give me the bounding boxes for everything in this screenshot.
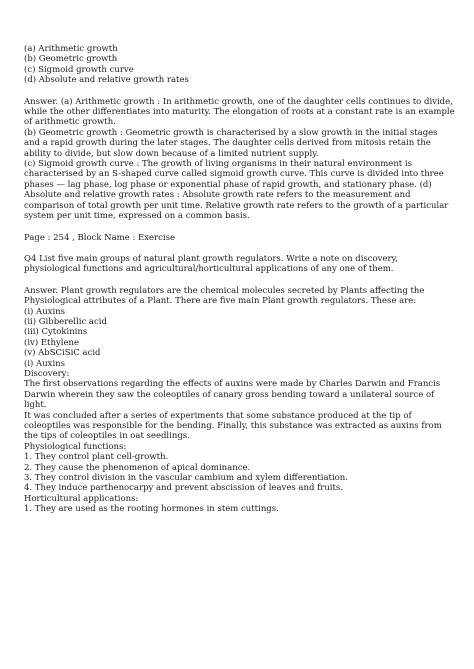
answer-part-b: (b) Geometric growth : Geometric growth is characterised by a slow growth in the initial stages and a rapid growth during the later stages. The daughter cells derived from mitosis retain the ability to divide, but slow down because of a limited nutrient supply. [24, 127, 438, 159]
options-list [24, 44, 456, 86]
option-d: (d) Absolute and relative growth rates [24, 75, 189, 86]
physiological-item: 3. They control division in the vascular cambium and xylem differentiation. [24, 473, 348, 484]
regulator-item: (i) Auxins [24, 358, 66, 369]
discovery-heading: Discovery: [24, 368, 70, 379]
option-a: (a) Arithmetic growth [24, 44, 118, 54]
answer-part-c-d: (c) Sigmoid growth curve : The growth of living organisms in their natural environment is characterised by an S-shaped curve called sigmoid growth curve. This curve is divided into three phases — lag phase, log phase or exponential phase of rapid growth, and stationary phase. (d) Absolute and relative growth rates : Absolute growth rate refers to the measurement and comparison of total growth per unit time. Relative growth rate refers to the growth of a particular system per unit time, expressed on a common basis. [24, 159, 449, 222]
option-c: (c) Sigmoid growth curve [24, 64, 134, 75]
horticultural-item: 1. They are used as the rooting hormones in stem cuttings. [24, 504, 279, 515]
physiological-heading: Physiological functions: [24, 441, 127, 452]
discovery-paragraph: It was concluded after a series of experiments that some substance produced at the tip of coleoptiles was responsible for the bending. Finally, this substance was extracted as auxins from the tips of coleoptiles in oat seedlings. [24, 410, 442, 442]
answer-intro: Answer. Plant growth regulators are the chemical molecules secreted by Plants affecting the Physiological attributes of a Plant. There are five main Plant growth regulators. These are: [24, 285, 425, 307]
regulator-item: (ii) Gibberellic acid [24, 316, 107, 327]
regulator-item: (i) Auxins [24, 306, 66, 317]
answer-two [24, 286, 456, 515]
regulator-item: (iv) Ethylene [24, 337, 80, 348]
physiological-item: 4. They induce parthenocarpy and prevent abscission of leaves and fruits. [24, 483, 343, 494]
physiological-item: 2. They cause the phenomenon of apical dominance. [24, 462, 251, 473]
question-four: Q4 List five main groups of natural plant growth regulators. Write a note on discovery, physiological functions and agricultural/horticultural applications of any one of them. [24, 253, 398, 275]
regulator-item: (v) AbSCiSiC acid [24, 348, 101, 359]
page-reference: Page : 254 , Block Name : Exercise [24, 232, 175, 243]
answer-part-a: Answer. (a) Arithmetic growth : In arithmetic growth, one of the daughter cells continues to divide, while the other differentiates into maturity. The elongation of roots at a constant rate is an example of arithmetic growth. [24, 96, 455, 128]
physiological-item: 1. They control plant cell-growth. [24, 452, 169, 463]
horticultural-heading: Horticultural applications: [24, 493, 139, 504]
regulator-item: (iii) Cytokinins [24, 327, 88, 338]
answer-one [24, 97, 456, 222]
option-b: (b) Geometric growth [24, 54, 118, 65]
discovery-paragraph: The first observations regarding the effects of auxins were made by Charles Darwin and Francis Darwin wherein they saw the coleoptiles of canary gross bending toward a unilateral source of light. [24, 379, 441, 411]
document-body [24, 44, 456, 515]
